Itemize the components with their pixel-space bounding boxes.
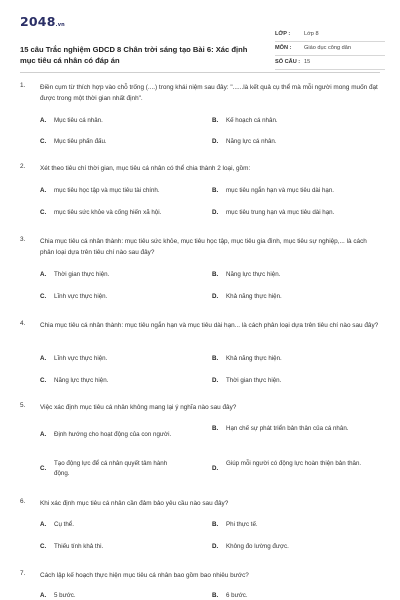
question-text: Việc xác định mục tiêu cá nhân không mang lại ý nghĩa nào sau đây? [40,404,237,411]
question-text: Xét theo tiêu chí thời gian, mục tiêu cá nhân có thể chia thành 2 loại, gồm: [40,165,251,172]
question-number: 4. [20,320,26,327]
question-text: Khi xác định mục tiêu cá nhân cần đảm bảo yêu cầu nào sau đây? [40,500,229,507]
meta-count-row [275,56,385,70]
logo-text: 2048 [20,14,56,29]
meta-subject-row [275,42,385,56]
document-title: 15 câu Trắc nghiệm GDCD 8 Chân trời sáng tạo Bài 6: Xác định mục tiêu cá nhân có đáp án [20,45,248,65]
question-text: Cách lập kế hoạch thực hiện mục tiêu cá nhân bao gồm bao nhiêu bước? [40,572,249,579]
document-page: 2048.vn 15 câu Trắc nghiệm GDCD 8 Chân trời sáng tạo Bài 6: Xác định mục tiêu cá nhân có đáp án LỚP : Lớp 8 MÔN : Giáo dục công dân SỐ CÂU : 15 1. Điền cụm từ thích hợp vào chỗ trống (....) trong khái niệm sau đây: "......là kết quả cụ thể mà mỗi người mong muốn đạt được trong một thời gian nhất định". A. Mục tiêu cá nhân. B. Kế hoạch cá nhân. C. Mục tiêu phấn đấu. D. Năng lực cá nhân. 2. Xét theo tiêu chí thời gian, mục tiêu cá nhân có thể chia thành 2 loại, gồm: A. mục tiêu học tập và mục tiêu tài chính. B. mục tiêu ngắn hạn và mục tiêu dài hạn. C. mục tiêu sức khỏe và cống hiến xã hội. D. mục tiêu trung hạn và mục tiêu dài hạn. 3. Chia mục tiêu cá nhân thành: mục tiêu sức khỏe, mục tiêu học tập, mục tiêu gia đình, mục tiêu sự nghiệp,... là cách phân loại dựa trên tiêu chí nào sau đây? A. Thời gian thực hiện. B. Năng lực thực hiện. C. Lĩnh vực thực hiện. D. Khả năng thực hiện. 4. Chia mục tiêu cá nhân thành: mục tiêu ngắn hạn và mục tiêu dài hạn... là cách phân loại dựa trên tiêu chí nào sau đây? A. Lĩnh vực thực hiện. B. Khả năng thực hiện. C. Năng lực thực hiện. D. Thời gian thực hiện. 5. Việc xác định mục tiêu cá nhân không mang lại ý nghĩa nào sau đây? A. Định hướng cho hoạt động của con người. B. Hạn chế sự phát triển bản thân của cá nhân. C. Tạo động lực để cá nhân quyết tâm hành động. D. Giúp mỗi người có động lực hoàn thiện bản thân. 6. Khi xác định mục tiêu cá nhân cần đảm bảo yêu cầu nào sau đây? A. Cụ thể. B. Phi thực tế. C. Thiếu tính khả thi. D. Không đo lường được. 7. Cách lập kế hoạch thực hiện mục tiêu cá nhân bao gồm bao nhiêu bước? A. 5 bước. B. 6 bước. [0,0,400,600]
meta-subject-value: Giáo dục công dân [304,45,351,51]
question-text: Chia mục tiêu cá nhân thành: mục tiêu ngắn hạn và mục tiêu dài hạn... là cách phân loại dựa trên tiêu chí nào sau đây? [40,322,379,329]
header-divider [20,72,380,73]
question-text: Điền cụm từ thích hợp vào chỗ trống (....) trong khái niệm sau đây: "......là kết quả cụ thể mà mỗi người mong muốn đạt được trong một thời gian nhất định". [40,84,378,102]
meta-class-key: LỚP : [275,31,291,37]
meta-subject-key: MÔN : [275,45,292,51]
logo-suffix: .vn [55,22,65,28]
meta-count-key: SỐ CÂU : [275,59,301,65]
document-meta [275,28,385,70]
question-number: 7. [20,570,26,577]
question-number: 2. [20,163,26,170]
meta-count-value: 15 [304,59,311,65]
meta-class-value: Lớp 8 [304,31,319,37]
question-text: Chia mục tiêu cá nhân thành: mục tiêu sức khỏe, mục tiêu học tập, mục tiêu gia đình, mục tiêu sự nghiệp,... là cách phân loại dựa trên tiêu chí nào sau đây? [40,238,367,256]
meta-class-row [275,28,385,42]
question-number: 5. [20,402,26,409]
site-logo[interactable] [20,14,65,29]
question-number: 1. [20,82,26,89]
question-number: 6. [20,498,26,505]
document-header [20,14,382,72]
question-number: 3. [20,236,26,243]
